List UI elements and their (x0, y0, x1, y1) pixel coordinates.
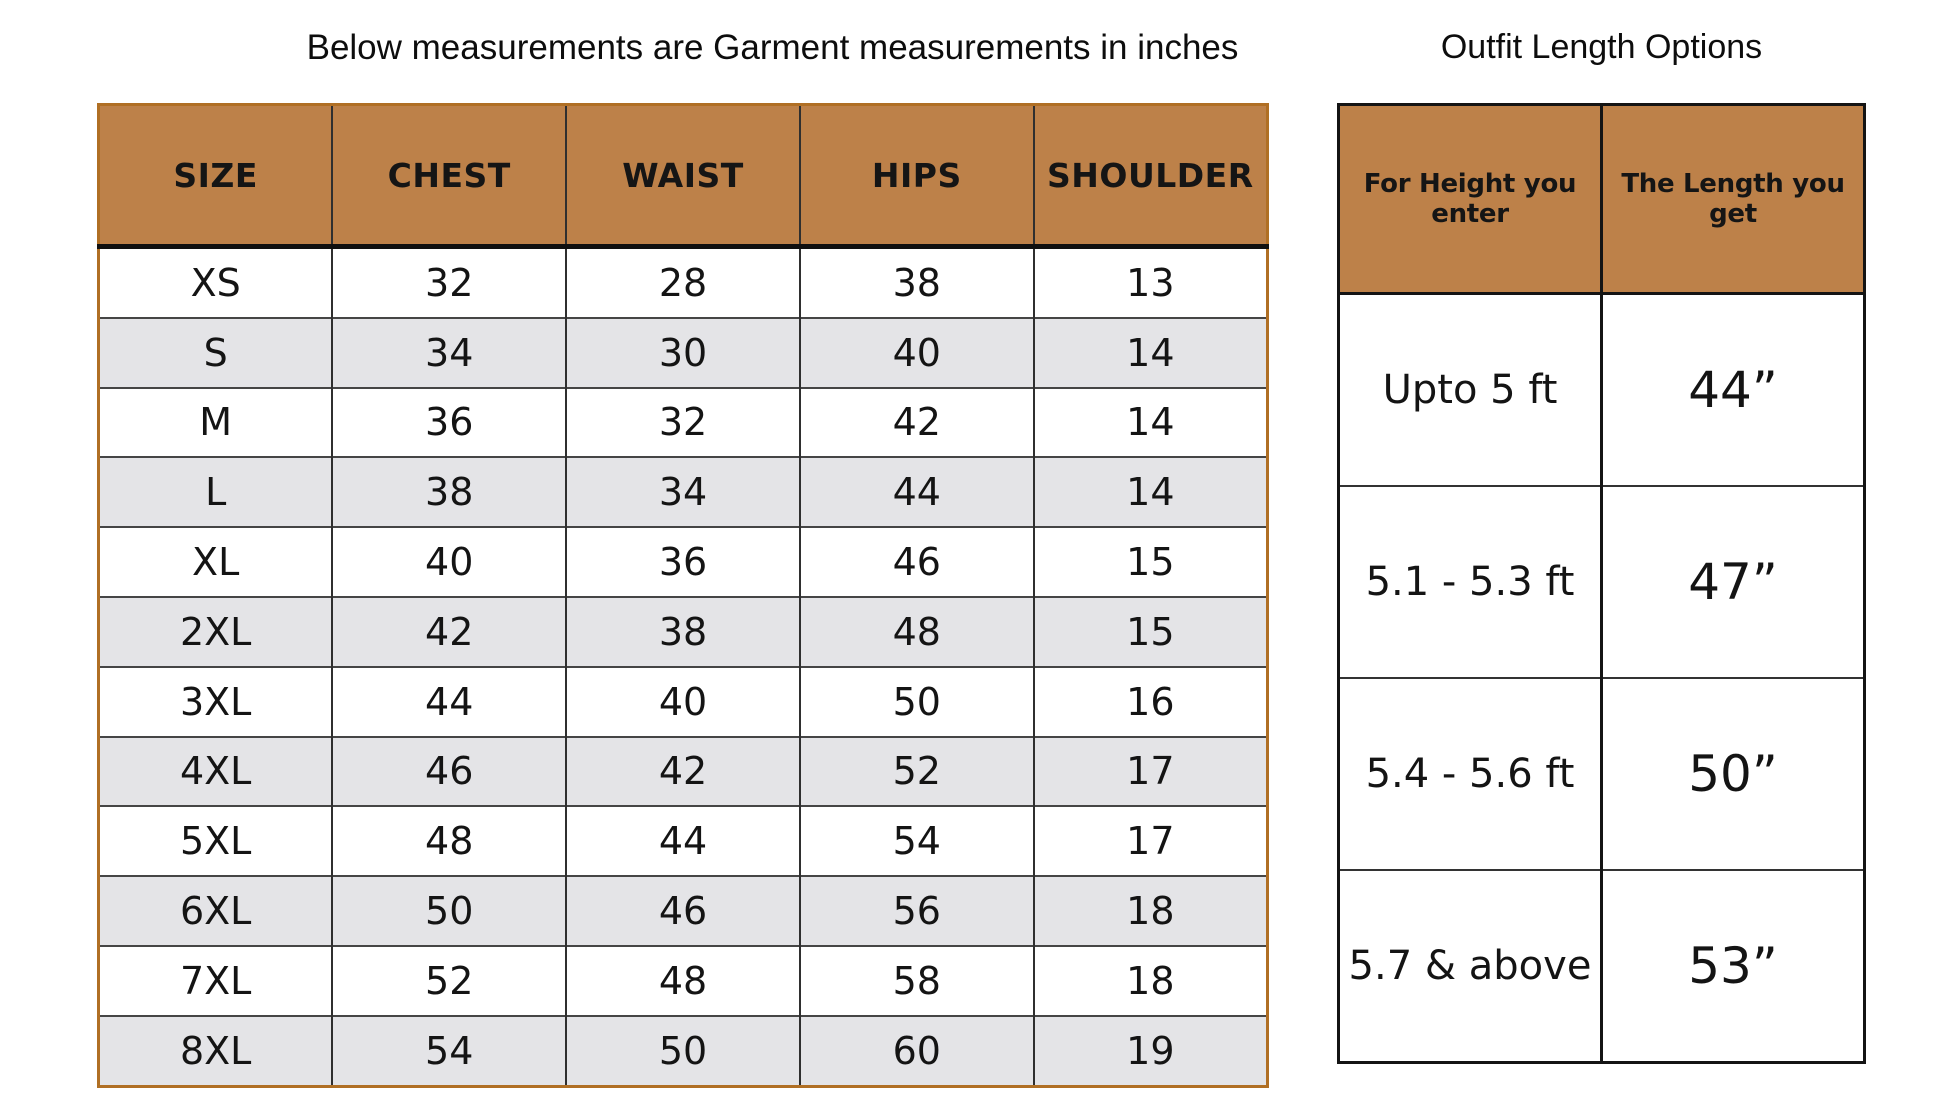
table-cell: 28 (566, 247, 800, 318)
size-chart-col-header-0: SIZE (99, 105, 333, 247)
table-cell: 44” (1602, 294, 1865, 487)
table-cell: 8XL (99, 1016, 333, 1086)
table-cell: 42 (566, 737, 800, 807)
table-cell: 6XL (99, 876, 333, 946)
table-row (99, 247, 1268, 318)
table-cell: 36 (566, 527, 800, 597)
table-cell: 5XL (99, 806, 333, 876)
table-cell: 50 (800, 667, 1034, 737)
table-row (1339, 486, 1865, 678)
table-cell: 30 (566, 318, 800, 388)
table-cell: 58 (800, 946, 1034, 1016)
table-cell: S (99, 318, 333, 388)
table-cell: 47” (1602, 486, 1865, 678)
table-cell: 17 (1034, 737, 1268, 807)
table-cell: 48 (566, 946, 800, 1016)
table-cell: 5.1 - 5.3 ft (1339, 486, 1602, 678)
table-cell: 52 (332, 946, 566, 1016)
table-cell: 32 (566, 388, 800, 458)
table-row (99, 318, 1268, 388)
table-row (99, 737, 1268, 807)
table-row (99, 597, 1268, 667)
table-cell: L (99, 457, 333, 527)
table-cell: 53” (1602, 870, 1865, 1063)
table-cell: 38 (332, 457, 566, 527)
table-cell: 52 (800, 737, 1034, 807)
table-cell: 36 (332, 388, 566, 458)
table-cell: 15 (1034, 527, 1268, 597)
table-row (99, 876, 1268, 946)
table-cell: 44 (332, 667, 566, 737)
table-cell: 4XL (99, 737, 333, 807)
size-chart-table (97, 103, 1269, 1088)
table-cell: 14 (1034, 318, 1268, 388)
table-cell: 38 (566, 597, 800, 667)
outfit-length-title: Outfit Length Options (1440, 28, 1763, 66)
table-cell: 54 (332, 1016, 566, 1086)
table-cell: 40 (566, 667, 800, 737)
table-cell: 34 (332, 318, 566, 388)
table-cell: 14 (1034, 457, 1268, 527)
table-row (99, 1016, 1268, 1086)
table-cell: 42 (800, 388, 1034, 458)
table-cell: 5.4 - 5.6 ft (1339, 678, 1602, 870)
size-chart-col-header-2: WAIST (566, 105, 800, 247)
table-cell: 17 (1034, 806, 1268, 876)
table-cell: 46 (566, 876, 800, 946)
table-cell: Upto 5 ft (1339, 294, 1602, 487)
table-cell: 5.7 & above (1339, 870, 1602, 1063)
table-cell: 18 (1034, 946, 1268, 1016)
table-cell: 13 (1034, 247, 1268, 318)
table-row (99, 946, 1268, 1016)
table-cell: 60 (800, 1016, 1034, 1086)
table-row (1339, 870, 1865, 1063)
table-cell: 2XL (99, 597, 333, 667)
table-cell: 44 (800, 457, 1034, 527)
size-chart-header-row (99, 105, 1268, 247)
table-row (1339, 678, 1865, 870)
size-chart-col-header-3: HIPS (800, 105, 1034, 247)
table-cell: 40 (332, 527, 566, 597)
table-cell: 34 (566, 457, 800, 527)
table-cell: 54 (800, 806, 1034, 876)
table-cell: 50 (332, 876, 566, 946)
table-cell: 50 (566, 1016, 800, 1086)
length-options-col-header-0: For Height you enter (1339, 105, 1602, 294)
table-cell: 19 (1034, 1016, 1268, 1086)
table-cell: 48 (800, 597, 1034, 667)
table-cell: 56 (800, 876, 1034, 946)
table-cell: 44 (566, 806, 800, 876)
table-cell: 46 (332, 737, 566, 807)
table-row (99, 527, 1268, 597)
size-chart-col-header-1: CHEST (332, 105, 566, 247)
table-cell: 7XL (99, 946, 333, 1016)
table-row (99, 457, 1268, 527)
length-options-table (1337, 103, 1866, 1064)
table-row (1339, 294, 1865, 487)
table-cell: 46 (800, 527, 1034, 597)
length-options-header-row (1339, 105, 1865, 294)
table-cell: 40 (800, 318, 1034, 388)
table-cell: 14 (1034, 388, 1268, 458)
table-cell: M (99, 388, 333, 458)
table-cell: 48 (332, 806, 566, 876)
table-cell: 3XL (99, 667, 333, 737)
size-chart-title: Below measurements are Garment measurements in inches (306, 28, 1239, 67)
length-options-col-header-1: The Length you get (1602, 105, 1865, 294)
table-cell: 16 (1034, 667, 1268, 737)
table-row (99, 667, 1268, 737)
table-cell: XS (99, 247, 333, 318)
size-chart-col-header-4: SHOULDER (1034, 105, 1268, 247)
table-cell: 38 (800, 247, 1034, 318)
table-cell: XL (99, 527, 333, 597)
table-cell: 42 (332, 597, 566, 667)
table-cell: 32 (332, 247, 566, 318)
table-row (99, 388, 1268, 458)
table-row (99, 806, 1268, 876)
table-cell: 18 (1034, 876, 1268, 946)
table-cell: 50” (1602, 678, 1865, 870)
table-cell: 15 (1034, 597, 1268, 667)
